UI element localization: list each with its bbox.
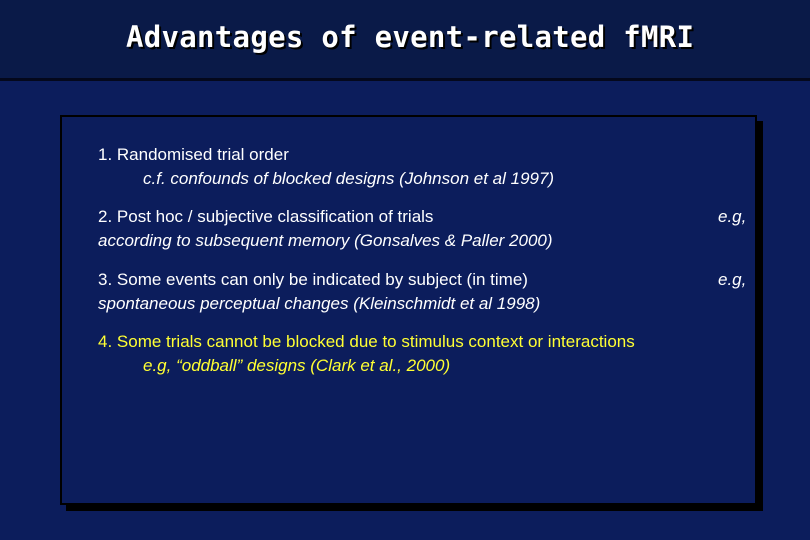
item-4-detail: e.g, “oddball” designs (Clark et al., 2000) <box>143 356 451 375</box>
item-4-heading: 4. Some trials cannot be blocked due to stimulus context or interactions <box>98 332 635 351</box>
title-bar <box>0 0 810 81</box>
item-3-heading: 3. Some events can only be indicated by subject (in time) <box>98 270 528 289</box>
item-1-detail: c.f. confounds of blocked designs (Johnson et al 1997) <box>143 169 555 188</box>
item-2-heading: 2. Post hoc / subjective classification of trials <box>98 207 434 226</box>
item-2-detail: according to subsequent memory (Gonsalves & Paller 2000) <box>98 231 553 250</box>
item-3-detail: spontaneous perceptual changes (Kleinschmidt et al 1998) <box>98 294 541 313</box>
slide-title: Advantages of event-related fMRI <box>126 20 695 54</box>
item-3-eg: e.g, <box>718 270 747 289</box>
item-2-eg: e.g, <box>718 207 747 226</box>
item-1-heading: 1. Randomised trial order <box>98 145 289 164</box>
